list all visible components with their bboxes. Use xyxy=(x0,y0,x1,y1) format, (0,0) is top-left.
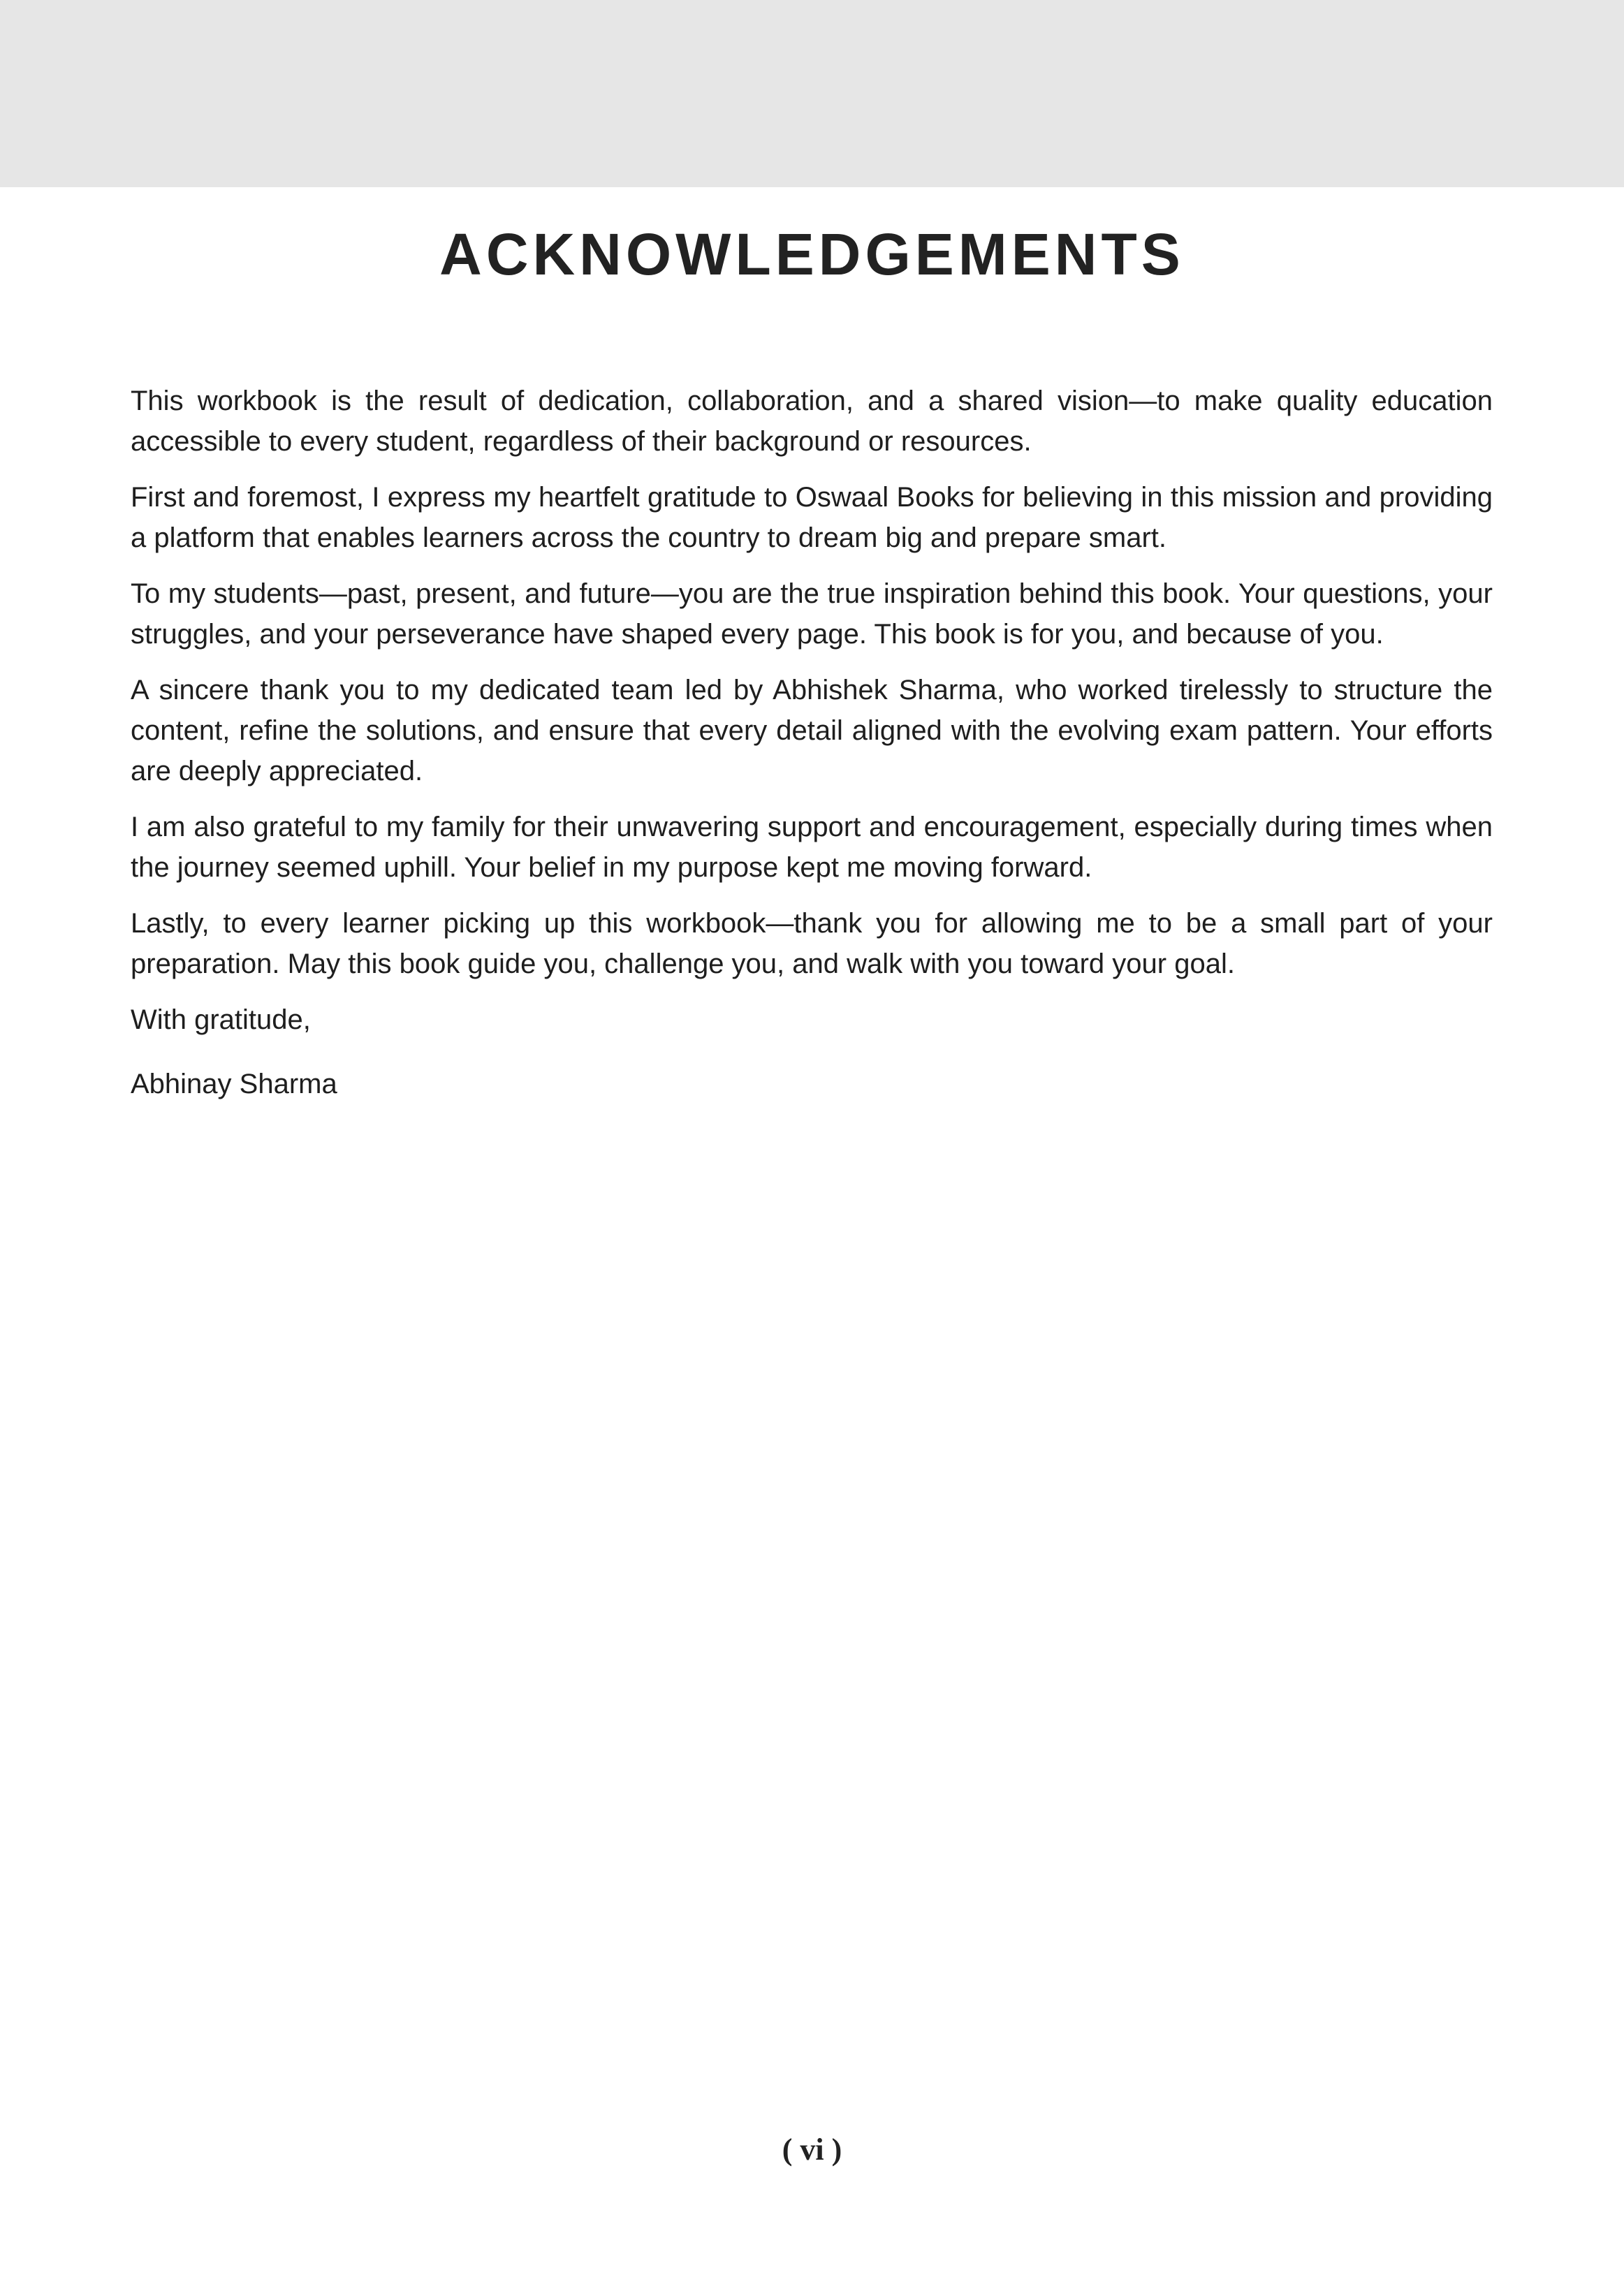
header-band xyxy=(0,0,1624,187)
paragraph-5: I am also grateful to my family for their unwavering support and encouragement, especially during times when the journey seemed uphill. Your belief in my purpose kept me moving forward. xyxy=(131,812,1493,883)
signature: Abhinay Sharma xyxy=(131,1069,337,1099)
paragraph-1: This workbook is the result of dedication, collaboration, and a shared vision—to make quality education accessible to every student, regardless of their background or resources. xyxy=(131,386,1493,457)
page-title: ACKNOWLEDGEMENTS xyxy=(439,221,1185,287)
paragraph-3: To my students—past, present, and future—you are the true inspiration behind this book. Your questions, your struggles, and your perseverance have shaped every page. This book is for you, and because of you. xyxy=(131,578,1493,650)
paragraph-6: Lastly, to every learner picking up this workbook—thank you for allowing me to be a small part of your preparation. May this book guide you, challenge you, and walk with you toward your goal. xyxy=(131,908,1493,979)
page-number: ( vi ) xyxy=(782,2132,842,2167)
paragraph-4: A sincere thank you to my dedicated team led by Abhishek Sharma, who worked tirelessly to structure the content, refine the solutions, and ensure that every detail aligned with the evolving exam pattern. Your efforts are deeply appreciated. xyxy=(131,675,1493,786)
acknowledgements-body xyxy=(131,381,1493,1120)
closing-line: With gratitude, xyxy=(131,1004,311,1035)
paragraph-2: First and foremost, I express my heartfelt gratitude to Oswaal Books for believing in this mission and providing a platform that enables learners across the country to dream big and prepare smart. xyxy=(131,482,1493,553)
